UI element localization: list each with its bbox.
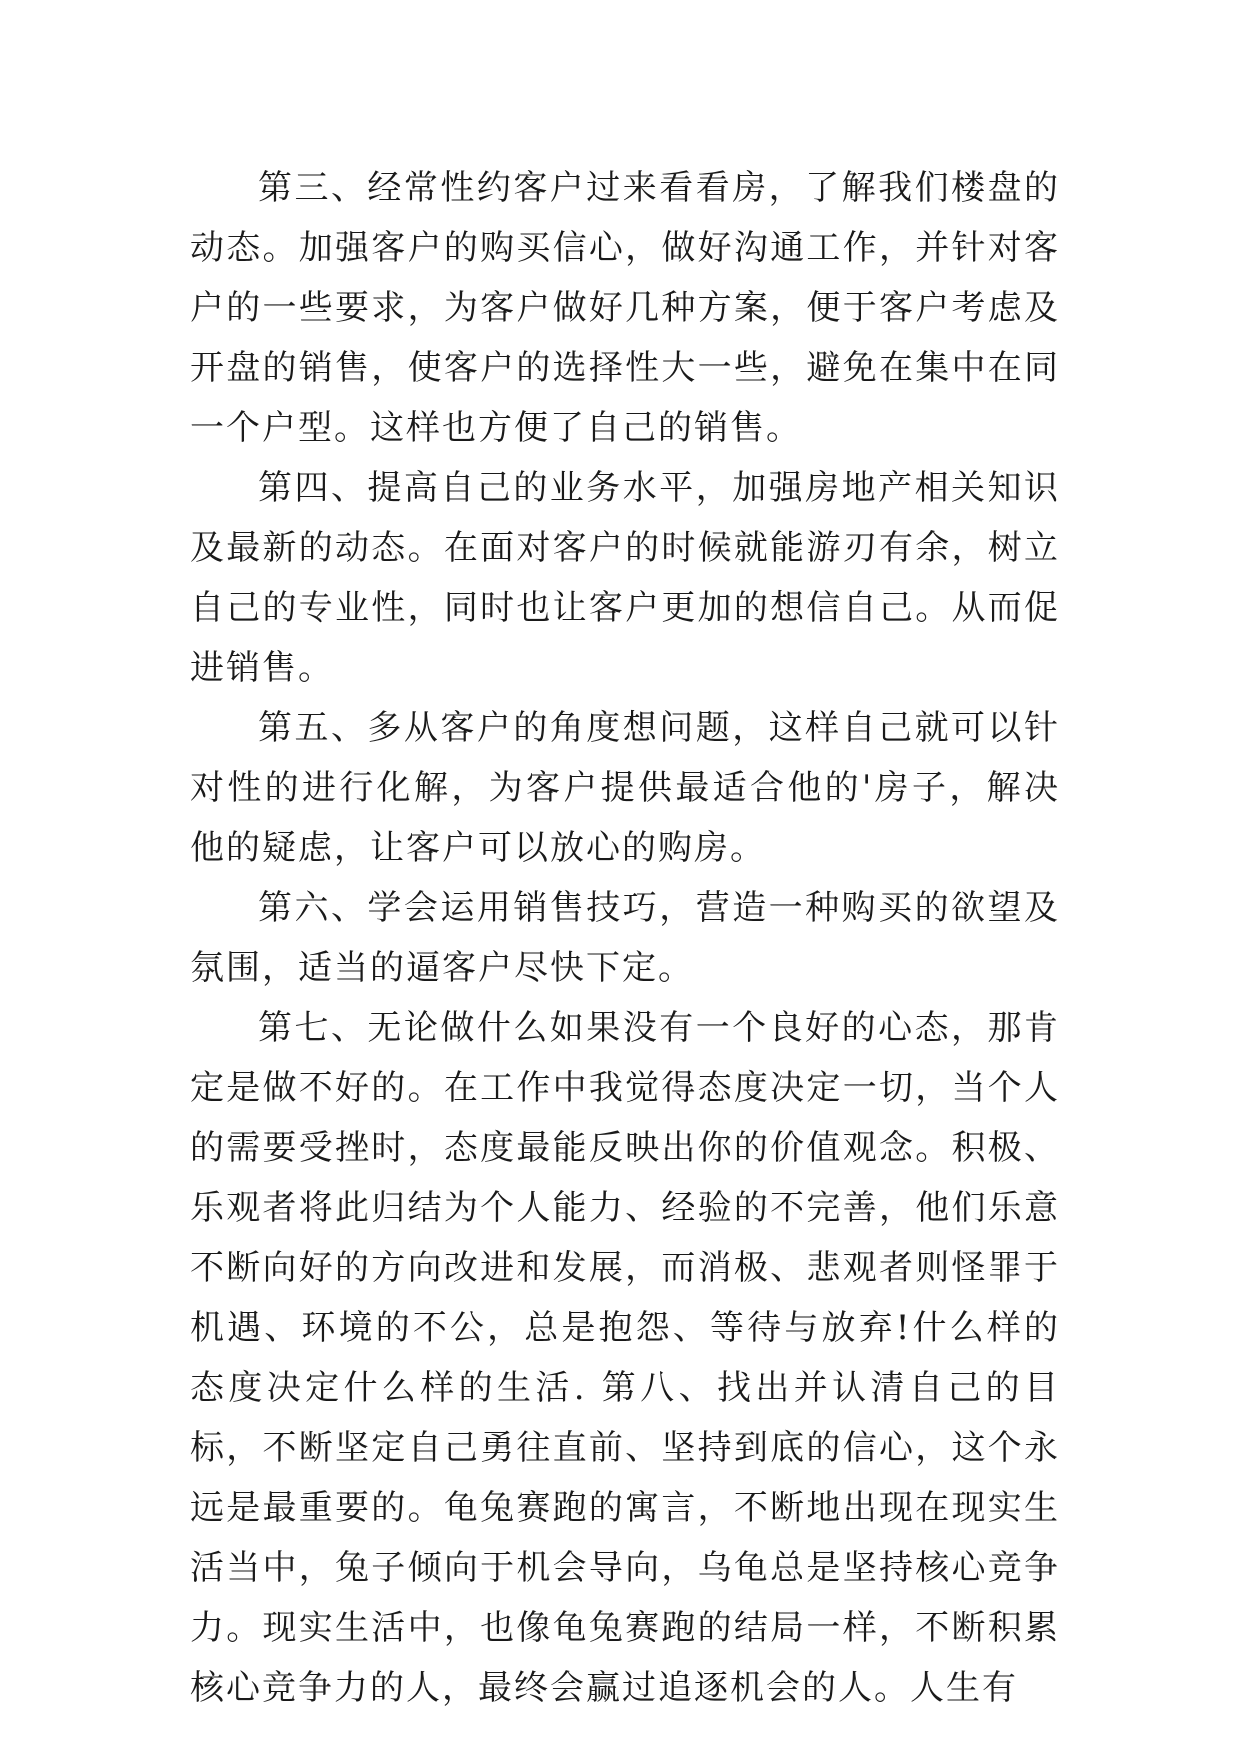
paragraph-7: 第七、无论做什么如果没有一个良好的心态，那肯定是做不好的。在工作中我觉得态度决定一切，当个人的需要受挫时，态度最能反映出你的价值观念。积极、乐观者将此归结为个人能力、经验的不完善，他们乐意不断向好的方向改进和发展，而消极、悲观者则怪罪于机遇、环境的不公，总是抱怨、等待与放弃!什么样的态度决定什么样的生活. 第八、找出并认清自己的目标，不断坚定自己勇往直前、坚持到底的信心，这个永远是最重要的。龟兔赛跑的寓言，不断地出现在现实生活当中，兔子倾向于机会导向，乌龟总是坚持核心竞争力。现实生活中，也像龟兔赛跑的结局一样，不断积累核心竞争力的人，最终会赢过追逐机会的人。人生有	[190, 1008, 1060, 1708]
paragraph-5: 第五、多从客户的角度想问题，这样自己就可以针对性的进行化解，为客户提供最适合他的'房子，解决他的疑虑，让客户可以放心的购房。	[190, 708, 1060, 868]
paragraph-6: 第六、学会运用销售技巧，营造一种购买的欲望及氛围，适当的逼客户尽快下定。	[190, 888, 1060, 988]
document-body	[190, 158, 1060, 1718]
paragraph-3: 第三、经常性约客户过来看看房，了解我们楼盘的动态。加强客户的购买信心，做好沟通工作，并针对客户的一些要求，为客户做好几种方案，便于客户考虑及开盘的销售，使客户的选择性大一些，避免在集中在同一个户型。这样也方便了自己的销售。	[190, 168, 1060, 448]
paragraph-4: 第四、提高自己的业务水平，加强房地产相关知识及最新的动态。在面对客户的时候就能游刃有余，树立自己的专业性，同时也让客户更加的想信自己。从而促进销售。	[190, 468, 1060, 688]
